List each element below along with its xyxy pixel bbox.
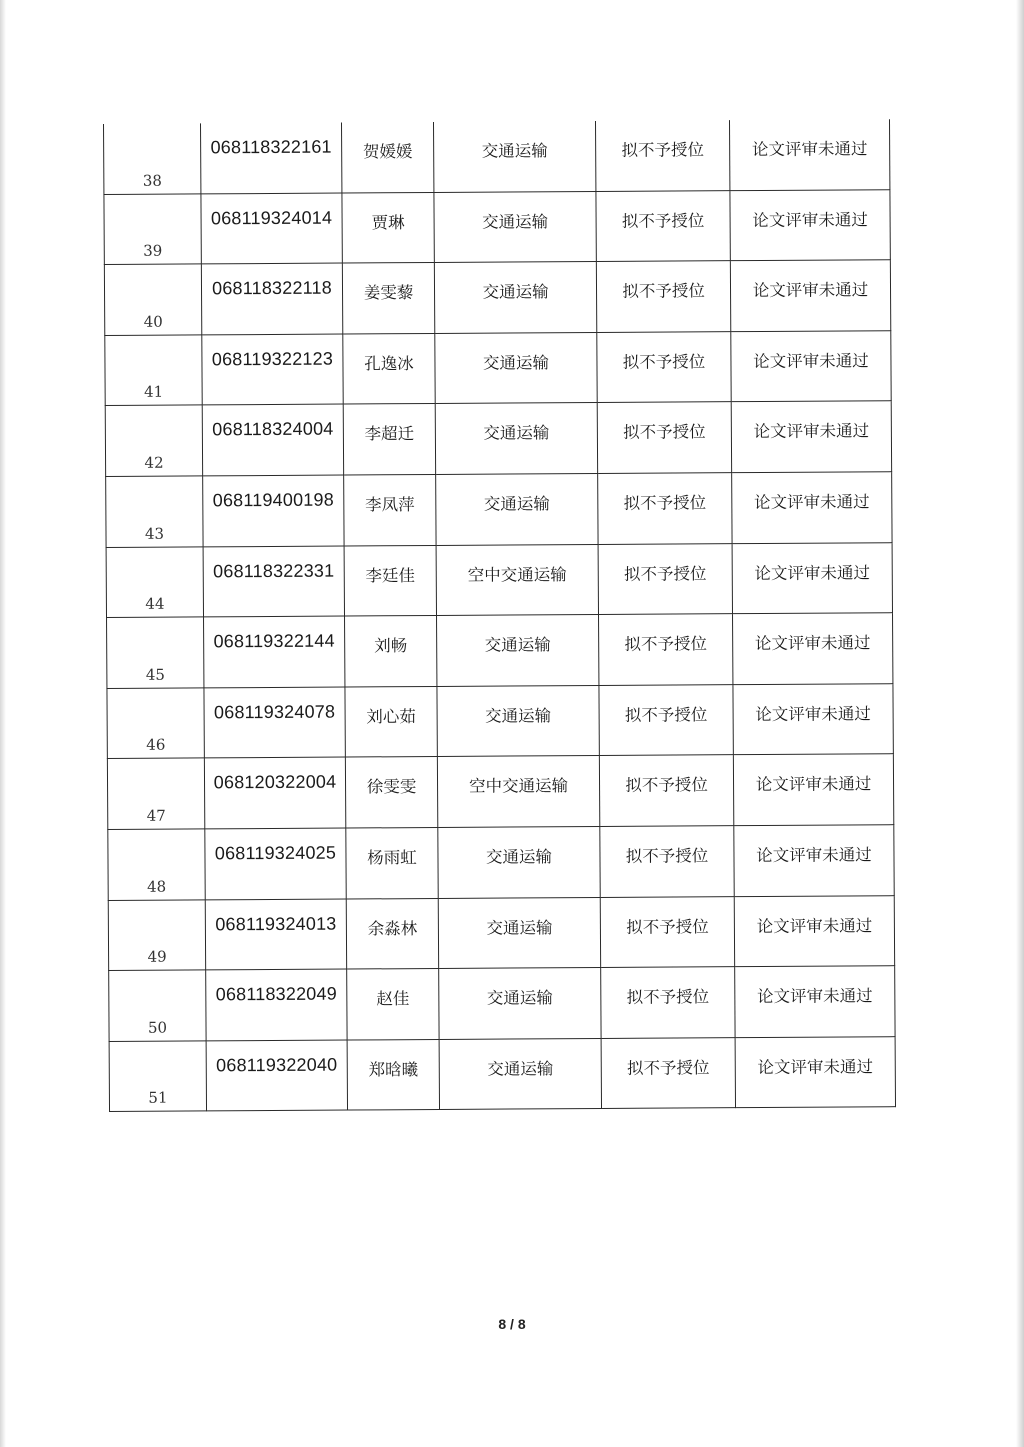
student-id-cell: 068119324078 (204, 687, 345, 758)
row-number-cell: 47 (107, 758, 204, 829)
student-id-cell: 068119322144 (204, 616, 345, 687)
row-number-cell: 42 (105, 405, 202, 476)
student-name-cell: 贺媛媛 (341, 122, 433, 193)
row-number-cell: 50 (109, 970, 206, 1041)
row-number-cell: 45 (107, 617, 204, 688)
row-number-cell: 49 (108, 899, 205, 970)
reason-cell: 论文评审未通过 (735, 1036, 895, 1108)
decision-cell: 拟不予授位 (595, 120, 729, 191)
reason-cell: 论文评审未通过 (730, 260, 890, 332)
student-id-cell: 068119322123 (202, 334, 343, 405)
row-number-cell: 46 (107, 688, 204, 759)
major-cell: 交通运输 (434, 191, 596, 263)
reason-cell: 论文评审未通过 (731, 330, 891, 402)
major-cell: 空中交通运输 (437, 756, 599, 828)
student-id-cell: 068119324025 (205, 828, 346, 899)
table-row (104, 260, 890, 335)
table-row (106, 472, 892, 547)
table-row (108, 825, 894, 900)
reason-cell: 论文评审未通过 (733, 754, 893, 826)
decision-cell: 拟不予授位 (597, 331, 731, 402)
scan-edge-left (0, 0, 6, 1447)
decision-cell: 拟不予授位 (600, 826, 734, 897)
student-id-cell: 068118322049 (206, 969, 347, 1040)
row-number-cell: 43 (106, 476, 203, 547)
student-name-cell: 郑晗曦 (347, 1039, 439, 1110)
student-name-cell: 余淼林 (346, 898, 438, 969)
decision-cell: 拟不予授位 (598, 543, 732, 614)
table-row (106, 542, 892, 617)
row-number-cell: 39 (104, 193, 201, 264)
decision-cell: 拟不予授位 (601, 1037, 735, 1108)
student-id-cell: 068118322331 (203, 546, 344, 617)
table-row (107, 754, 893, 829)
major-cell: 交通运输 (433, 121, 595, 192)
major-cell: 交通运输 (438, 826, 600, 898)
table-row (107, 683, 893, 758)
student-name-cell: 李凤萍 (344, 474, 436, 545)
reason-cell: 论文评审未通过 (729, 119, 889, 190)
row-number-cell: 51 (109, 1041, 206, 1112)
table-row (105, 330, 891, 405)
student-id-cell: 068118324004 (202, 404, 343, 475)
reason-cell: 论文评审未通过 (732, 542, 892, 614)
decision-cell: 拟不予授位 (599, 684, 733, 755)
major-cell: 交通运输 (439, 1038, 601, 1110)
student-id-cell: 068119324013 (205, 899, 346, 970)
student-name-cell: 孔逸冰 (343, 333, 435, 404)
reason-cell: 论文评审未通过 (730, 189, 890, 261)
decision-cell: 拟不予授位 (596, 261, 730, 332)
row-number-cell: 41 (105, 335, 202, 406)
student-id-cell: 068118322161 (200, 123, 341, 194)
decision-cell: 拟不予授位 (599, 614, 733, 685)
major-cell: 交通运输 (435, 332, 597, 404)
table-row (103, 119, 889, 194)
records-table (103, 119, 896, 1112)
major-cell: 交通运输 (436, 473, 598, 545)
scan-edge-right (1016, 0, 1024, 1447)
student-id-cell: 068120322004 (204, 757, 345, 828)
student-name-cell: 刘畅 (345, 616, 437, 687)
table-row (107, 613, 893, 688)
student-id-cell: 068119322040 (206, 1040, 347, 1111)
student-name-cell: 贾琳 (342, 192, 434, 263)
table-row (108, 895, 894, 970)
major-cell: 空中交通运输 (436, 544, 598, 616)
student-name-cell: 徐雯雯 (345, 757, 437, 828)
page-number: 8 / 8 (498, 1316, 526, 1332)
major-cell: 交通运输 (435, 403, 597, 475)
row-number-cell: 44 (106, 546, 203, 617)
reason-cell: 论文评审未通过 (731, 401, 891, 473)
student-id-cell: 068119324014 (201, 193, 342, 264)
reason-cell: 论文评审未通过 (733, 683, 893, 755)
table-row (109, 966, 895, 1041)
table-row (105, 401, 891, 476)
reason-cell: 论文评审未通过 (733, 613, 893, 685)
student-name-cell: 刘心茹 (345, 686, 437, 757)
student-name-cell: 杨雨虹 (346, 827, 438, 898)
decision-cell: 拟不予授位 (599, 755, 733, 826)
major-cell: 交通运输 (439, 968, 601, 1040)
major-cell: 交通运输 (438, 897, 600, 969)
decision-cell: 拟不予授位 (598, 473, 732, 544)
student-name-cell: 姜雯藜 (342, 263, 434, 334)
reason-cell: 论文评审未通过 (734, 825, 894, 897)
student-name-cell: 赵佳 (347, 969, 439, 1040)
decision-cell: 拟不予授位 (600, 896, 734, 967)
table-row (109, 1036, 895, 1111)
row-number-cell: 38 (103, 123, 200, 194)
records-table-container (103, 119, 895, 1112)
student-id-cell: 068119400198 (203, 475, 344, 546)
table-row (104, 189, 890, 264)
reason-cell: 论文评审未通过 (735, 966, 895, 1038)
decision-cell: 拟不予授位 (601, 967, 735, 1038)
decision-cell: 拟不予授位 (596, 190, 730, 261)
major-cell: 交通运输 (437, 685, 599, 757)
reason-cell: 论文评审未通过 (732, 472, 892, 544)
student-name-cell: 李廷佳 (344, 545, 436, 616)
records-table-body (103, 119, 895, 1112)
student-id-cell: 068118322118 (201, 263, 342, 334)
row-number-cell: 48 (108, 829, 205, 900)
major-cell: 交通运输 (437, 615, 599, 687)
decision-cell: 拟不予授位 (597, 402, 731, 473)
major-cell: 交通运输 (434, 262, 596, 334)
student-name-cell: 李超迁 (343, 404, 435, 475)
row-number-cell: 40 (104, 264, 201, 335)
reason-cell: 论文评审未通过 (734, 895, 894, 967)
